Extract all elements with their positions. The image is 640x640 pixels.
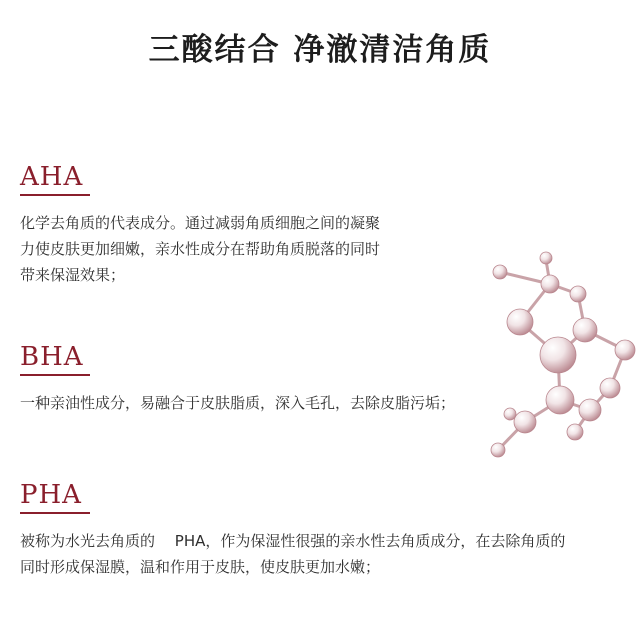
aha-heading: AHA	[20, 162, 84, 192]
page-title: 三酸结合 净澈清洁角质	[148, 32, 492, 68]
aha-description: 化学去角质的代表成分。通过减弱角质细胞之间的凝聚 力使皮肤更加细嫩，亲水性成分在帮助角质脱落的同时 带来保湿效果；	[20, 214, 381, 284]
aha-underline	[20, 194, 90, 196]
pha-underline	[20, 512, 90, 514]
pha-section	[20, 480, 620, 580]
molecule-icon	[480, 242, 640, 472]
bha-underline	[20, 374, 90, 376]
aha-section	[20, 162, 440, 288]
pha-description: 被称为水光去角质的 PHA，作为保湿性很强的亲水性去角质成分，在去除角质的 同时形成保湿膜，温和作用于皮肤，使皮肤更加水嫩；	[20, 532, 566, 576]
bha-description: 一种亲油性成分，易融合于皮肤脂质，深入毛孔，去除皮脂污垢；	[20, 394, 456, 412]
bha-heading: BHA	[20, 342, 84, 372]
bha-section	[20, 342, 490, 416]
pha-heading: PHA	[20, 480, 82, 510]
